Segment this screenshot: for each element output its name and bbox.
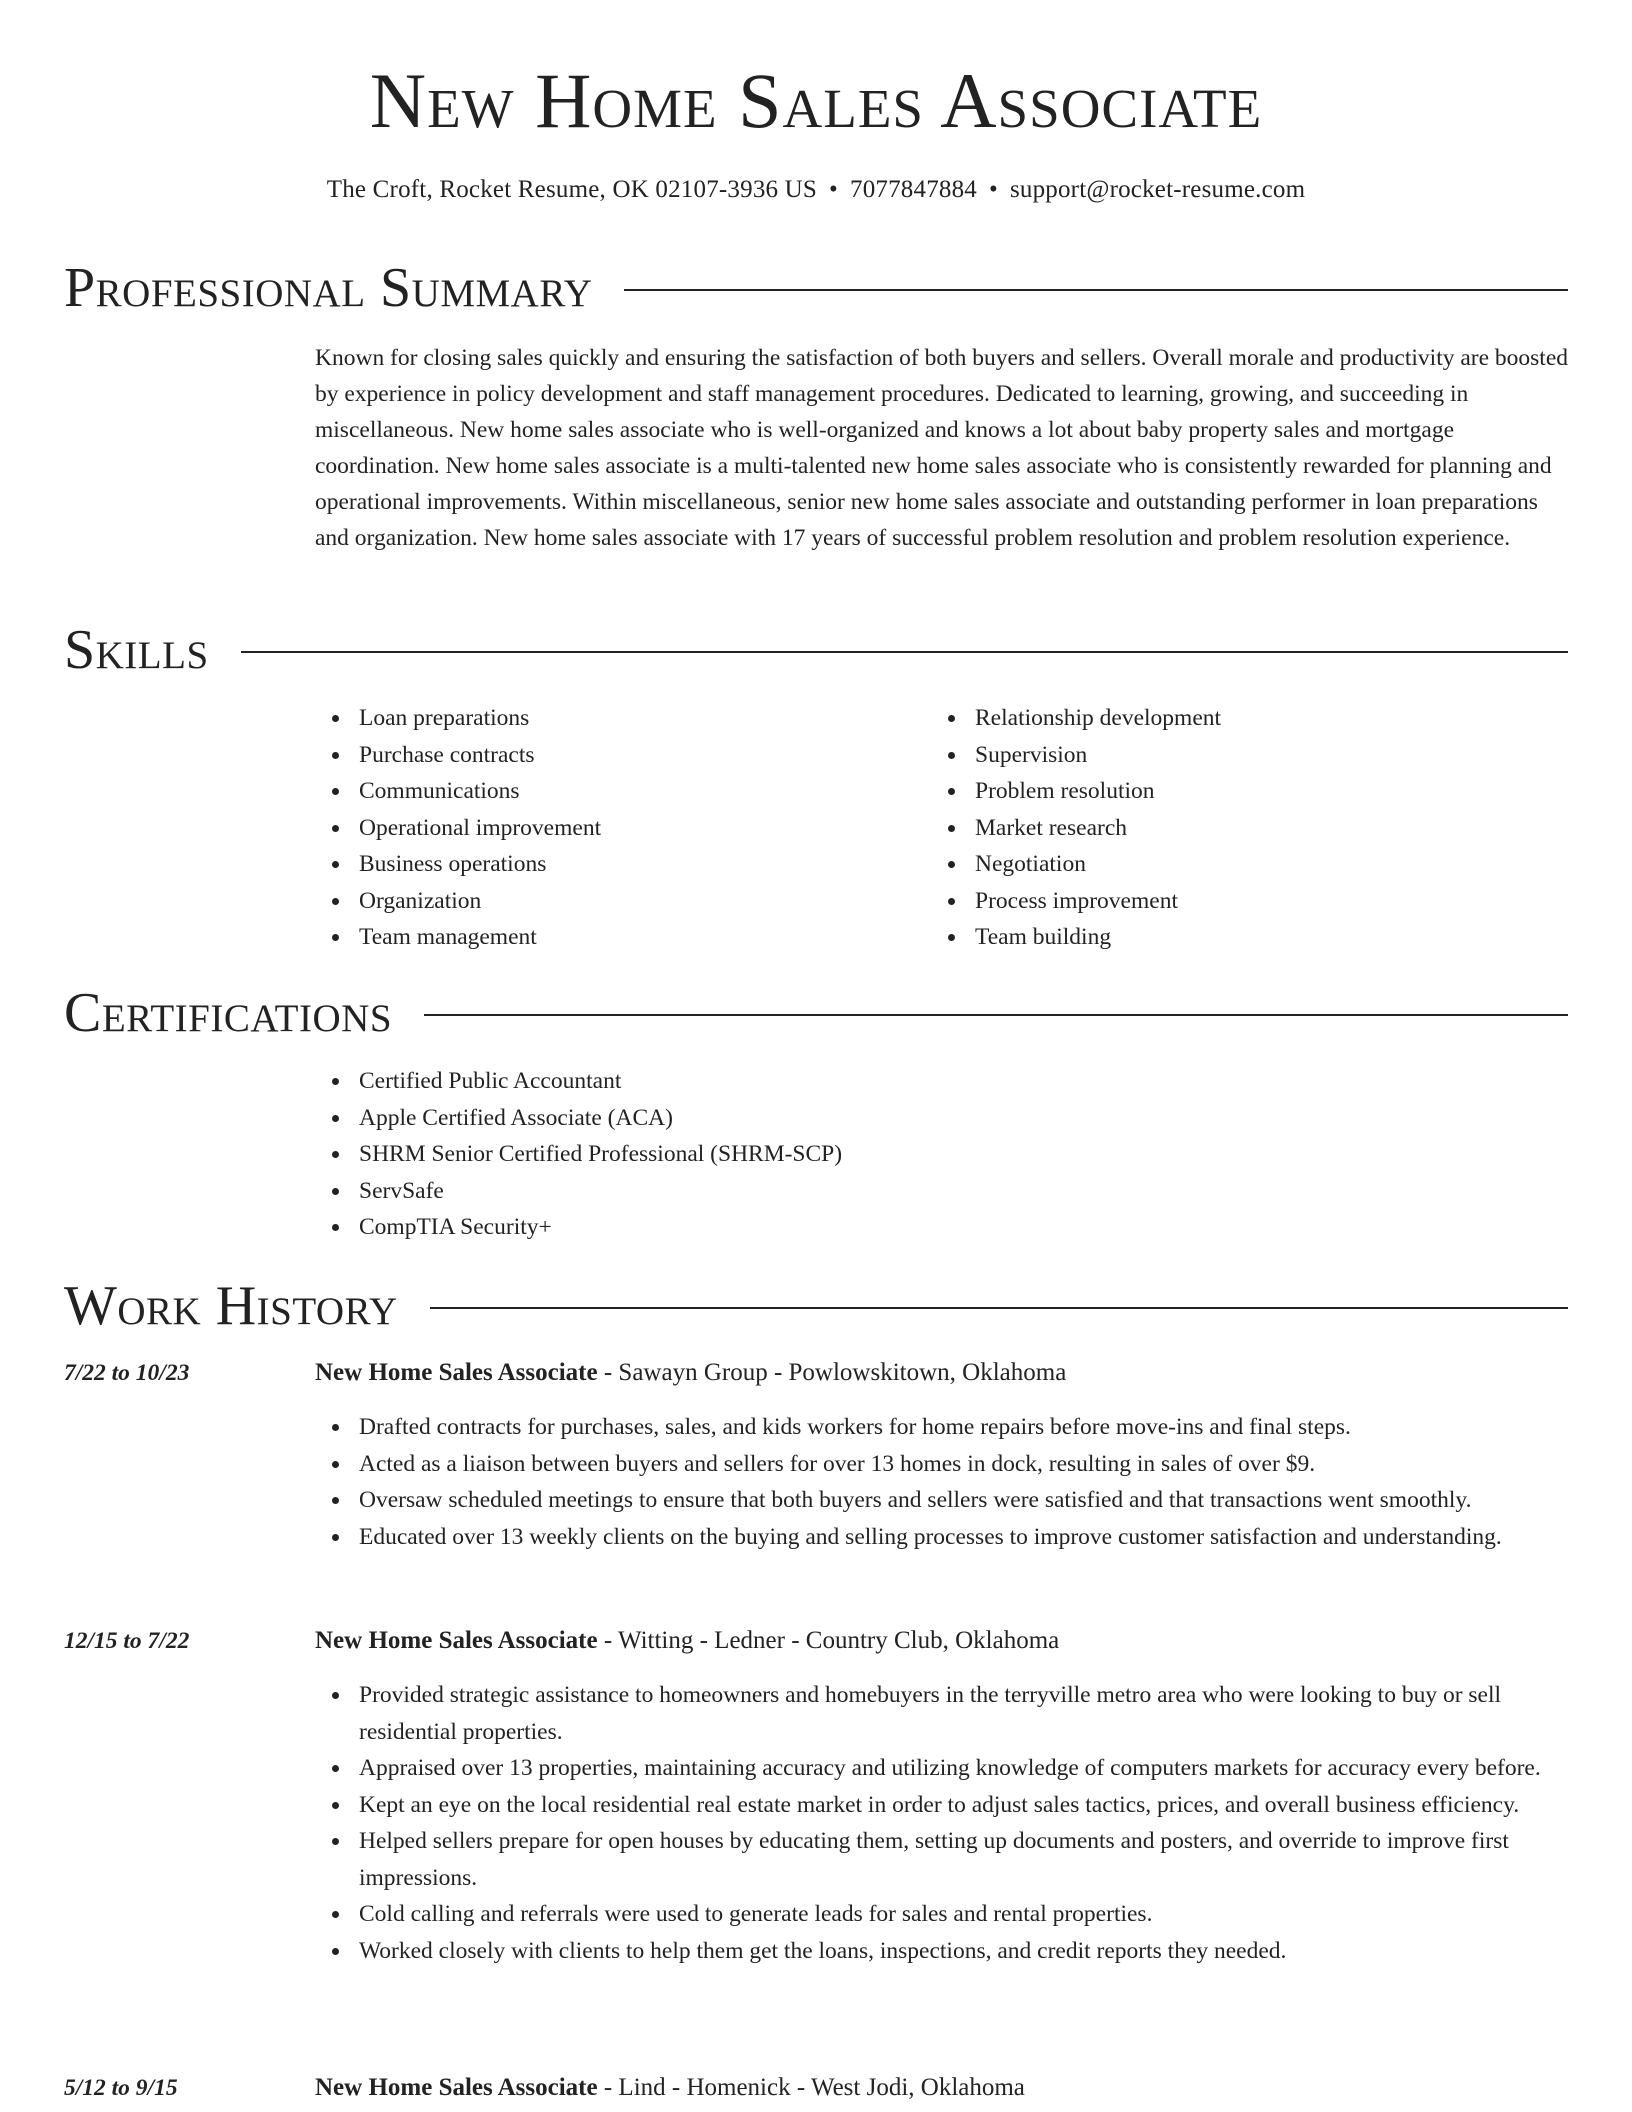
skill-item: Negotiation bbox=[975, 846, 1535, 883]
summary-text: Known for closing sales quickly and ensuring the satisfaction of both buyers and sellers. Overall morale and productivity are boosted by experience in policy development and staff management procedures. Dedicated to learning, growing, and succeeding in miscellaneous. New home sales associate who is well-organized and knows a lot about baby property sales and mortgage coordination. New home sales associate is a multi-talented new home sales associate who is consistently rewarded for planning and operational improvements. Within miscellaneous, senior new home sales associate and outstanding performer in loan preparations and organization. New home sales associate with 17 years of successful problem resolution and problem resolution experience. bbox=[315, 345, 1569, 551]
summary-section-header bbox=[64, 258, 1568, 318]
skill-item: Loan preparations bbox=[359, 700, 919, 737]
skill-item: Organization bbox=[359, 883, 919, 920]
email-text: support@rocket-resume.com bbox=[1009, 176, 1306, 203]
candidate-name: New Home Sales Associate bbox=[369, 57, 1263, 144]
section-title-summary: Professional Summary bbox=[64, 257, 593, 319]
contact-line bbox=[0, 176, 1632, 204]
section-divider bbox=[624, 289, 1568, 291]
job-bullet: Drafted contracts for purchases, sales, and kids workers for home repairs before move-ins and final steps. bbox=[359, 1409, 1570, 1446]
job-heading bbox=[315, 2074, 1025, 2102]
section-divider bbox=[430, 1307, 1568, 1309]
skill-item: Team management bbox=[359, 919, 919, 956]
job-bullet: Educated over 13 weekly clients on the buying and selling processes to improve customer satisfaction and understanding. bbox=[359, 1519, 1570, 1556]
job-bullet: Kept an eye on the local residential real estate market in order to adjust sales tactics, prices, and overall business efficiency. bbox=[359, 1787, 1570, 1824]
job-dates: 12/15 to 7/22 bbox=[64, 1628, 190, 1654]
skill-item: Supervision bbox=[975, 737, 1535, 774]
job-dates: 5/12 to 9/15 bbox=[64, 2075, 178, 2101]
certification-item: Certified Public Accountant bbox=[359, 1063, 1570, 1100]
job-heading bbox=[315, 1359, 1066, 1387]
certification-item: Apple Certified Associate (ACA) bbox=[359, 1100, 1570, 1137]
job-employer-location: - Witting - Ledner - Country Club, Oklahoma bbox=[597, 1627, 1060, 1654]
certification-item: ServSafe bbox=[359, 1173, 1570, 1210]
skill-item: Business operations bbox=[359, 846, 919, 883]
address-text: The Croft, Rocket Resume, OK 02107-3936 US bbox=[326, 176, 818, 203]
job-bullet: Cold calling and referrals were used to generate leads for sales and rental properties. bbox=[359, 1896, 1570, 1933]
contact-separator: • bbox=[989, 176, 998, 203]
skill-item: Process improvement bbox=[975, 883, 1535, 920]
skill-item: Problem resolution bbox=[975, 773, 1535, 810]
section-divider bbox=[241, 651, 1568, 653]
certification-item: CompTIA Security+ bbox=[359, 1209, 1570, 1246]
job-bullet-list bbox=[359, 1677, 1570, 1969]
skill-item: Purchase contracts bbox=[359, 737, 919, 774]
certifications-list bbox=[359, 1063, 1570, 1246]
skills-section-header bbox=[64, 620, 1568, 680]
certifications-section-header bbox=[64, 983, 1568, 1043]
job-bullet-list bbox=[359, 1409, 1570, 1555]
phone-text: 7077847884 bbox=[850, 176, 977, 203]
job-heading bbox=[315, 1627, 1059, 1655]
job-title: New Home Sales Associate bbox=[315, 1359, 598, 1386]
job-bullet: Appraised over 13 properties, maintaining accuracy and utilizing knowledge of computers markets for accuracy every before. bbox=[359, 1750, 1570, 1787]
job-bullet: Oversaw scheduled meetings to ensure that both buyers and sellers were satisfied and that transactions went smoothly. bbox=[359, 1482, 1570, 1519]
section-title-certifications: Certifications bbox=[64, 982, 393, 1044]
section-divider bbox=[424, 1014, 1568, 1016]
section-title-skills: Skills bbox=[64, 619, 209, 681]
job-bullet: Worked closely with clients to help them get the loans, inspections, and credit reports they needed. bbox=[359, 1933, 1570, 1970]
job-title: New Home Sales Associate bbox=[315, 1627, 598, 1654]
job-title: New Home Sales Associate bbox=[315, 2074, 598, 2101]
job-bullet: Acted as a liaison between buyers and sellers for over 13 homes in dock, resulting in sales of over $9. bbox=[359, 1446, 1570, 1483]
skill-item: Communications bbox=[359, 773, 919, 810]
skill-item: Operational improvement bbox=[359, 810, 919, 847]
certification-item: SHRM Senior Certified Professional (SHRM-SCP) bbox=[359, 1136, 1570, 1173]
skills-list-left bbox=[359, 700, 919, 956]
skill-item: Team building bbox=[975, 919, 1535, 956]
skill-item: Relationship development bbox=[975, 700, 1535, 737]
skill-item: Market research bbox=[975, 810, 1535, 847]
contact-separator: • bbox=[829, 176, 838, 203]
job-employer-location: - Lind - Homenick - West Jodi, Oklahoma bbox=[597, 2074, 1025, 2101]
skills-list-right bbox=[975, 700, 1535, 956]
job-employer-location: - Sawayn Group - Powlowskitown, Oklahoma bbox=[597, 1359, 1067, 1386]
job-bullet: Provided strategic assistance to homeowners and homebuyers in the terryville metro area who were looking to buy or sell residential properties. bbox=[359, 1677, 1570, 1750]
work-history-section-header bbox=[64, 1276, 1568, 1336]
job-bullet: Helped sellers prepare for open houses by educating them, setting up documents and posters, and override to improve first impressions. bbox=[359, 1823, 1570, 1896]
section-title-work-history: Work History bbox=[64, 1275, 398, 1337]
job-dates: 7/22 to 10/23 bbox=[64, 1360, 190, 1386]
